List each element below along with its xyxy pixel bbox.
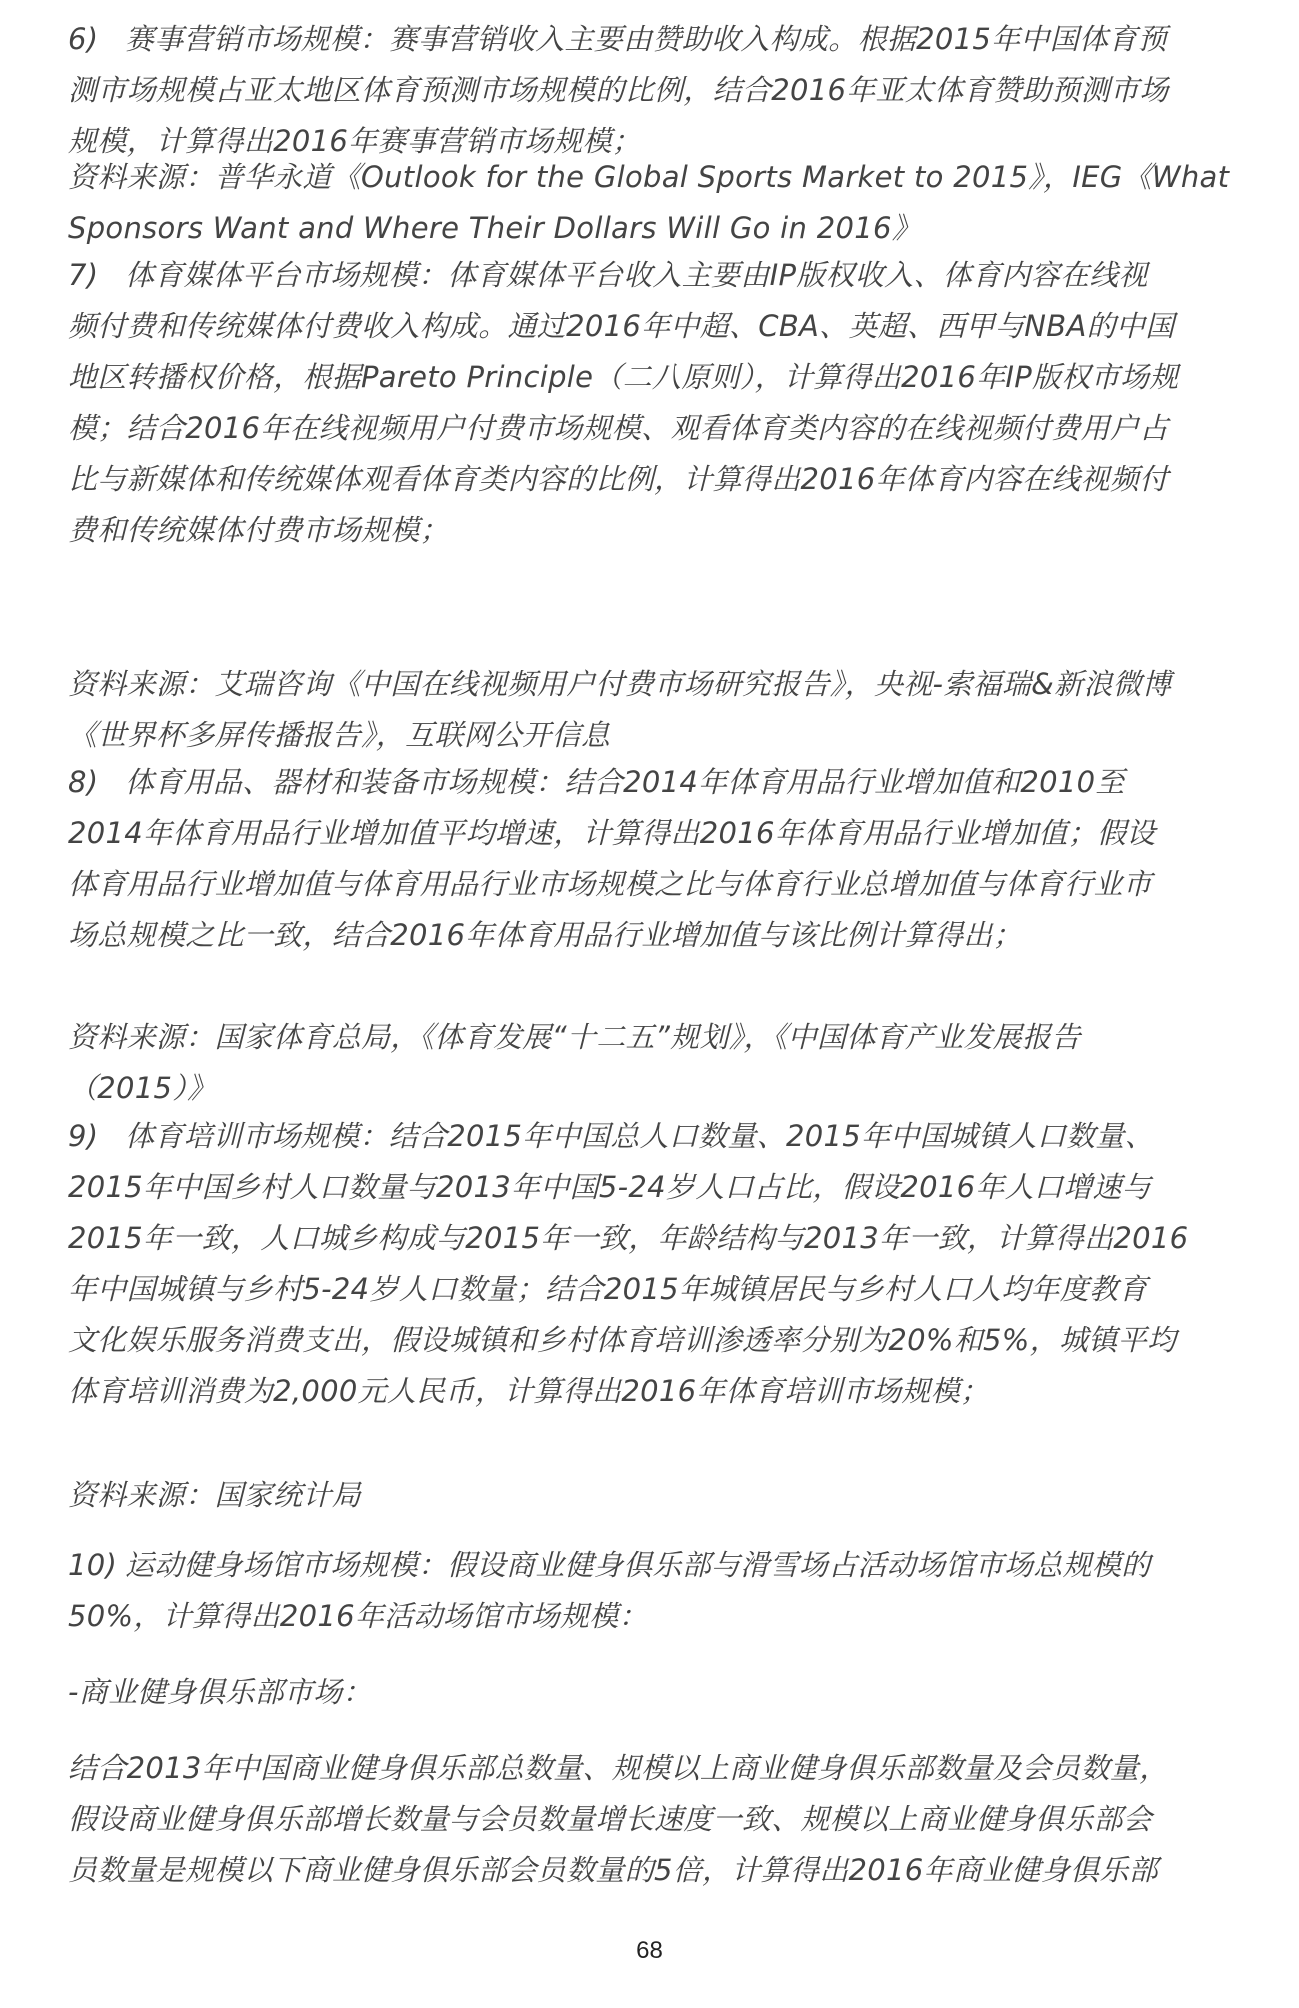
- tail-paragraph: [68, 1743, 1228, 1896]
- item-9-source: [68, 1470, 1228, 1521]
- paragraph-line: 体育用品行业增加值与体育用品行业市场规模之比与体育行业总增加值与体育行业市: [68, 867, 1153, 901]
- item-8-source: [68, 1012, 1228, 1114]
- source-line: 资料来源：国家体育总局，《体育发展“十二五”规划》，《中国体育产业发展报告: [68, 1020, 1081, 1054]
- paragraph-line: 模；结合2016年在线视频用户付费市场规模、观看体育类内容的在线视频付费用户占: [68, 411, 1169, 445]
- item-10-paragraph: [68, 1540, 1228, 1642]
- subheading-text: -商业健身俱乐部市场：: [68, 1675, 372, 1709]
- item-number: 6): [68, 22, 99, 56]
- item-7-source: [68, 659, 1228, 761]
- paragraph-line: 赛事营销市场规模：赛事营销收入主要由赞助收入构成。根据2015年中国体育预: [125, 22, 1167, 56]
- item-8-paragraph: [68, 757, 1228, 961]
- paragraph-line: 规模，计算得出2016年赛事营销市场规模；: [68, 124, 642, 158]
- paragraph-line: 员数量是规模以下商业健身俱乐部会员数量的5倍，计算得出2016年商业健身俱乐部: [68, 1853, 1158, 1887]
- item-7-paragraph: [68, 250, 1228, 556]
- paragraph-line: 2015年中国乡村人口数量与2013年中国5-24岁人口占比，假设2016年人口增速与: [68, 1170, 1152, 1204]
- source-line: Sponsors Want and Where Their Dollars Will Go in 2016》: [68, 211, 922, 245]
- paragraph-line: 地区转播权价格，根据Pareto Principle（二八原则），计算得出2016年IP版权市场规: [68, 360, 1179, 394]
- source-line: 资料来源：国家统计局: [68, 1478, 362, 1512]
- page-number: 68: [636, 1937, 663, 1964]
- paragraph-line: 结合2013年中国商业健身俱乐部总数量、规模以上商业健身俱乐部数量及会员数量，: [68, 1751, 1169, 1785]
- item-number: 7): [68, 258, 99, 292]
- paragraph-line: 文化娱乐服务消费支出，假设城镇和乡村体育培训渗透率分别为20%和5%，城镇平均: [68, 1323, 1177, 1357]
- paragraph-line: 50%，计算得出2016年活动场馆市场规模：: [68, 1599, 648, 1633]
- paragraph-line: 2014年体育用品行业增加值平均增速，计算得出2016年体育用品行业增加值；假设: [68, 816, 1156, 850]
- item-number: 10): [68, 1548, 118, 1582]
- source-line: （2015）》: [68, 1071, 217, 1105]
- item-number: 8): [68, 765, 99, 799]
- paragraph-line: 比与新媒体和传统媒体观看体育类内容的比例，计算得出2016年体育内容在线视频付: [68, 462, 1169, 496]
- paragraph-line: 2015年一致，人口城乡构成与2015年一致，年龄结构与2013年一致，计算得出2016: [68, 1221, 1189, 1255]
- paragraph-line: 体育用品、器材和装备市场规模：结合2014年体育用品行业增加值和2010至: [125, 765, 1125, 799]
- paragraph-line: 体育培训市场规模：结合2015年中国总人口数量、2015年中国城镇人口数量、: [125, 1119, 1155, 1153]
- paragraph-line: 体育媒体平台市场规模：体育媒体平台收入主要由IP版权收入、体育内容在线视: [125, 258, 1148, 292]
- source-line: 资料来源：普华永道《Outlook for the Global Sports Market to 2015》，IEG《What: [68, 160, 1230, 194]
- paragraph-line: 频付费和传统媒体付费收入构成。通过2016年中超、CBA、英超、西甲与NBA的中国: [68, 309, 1175, 343]
- paragraph-line: 运动健身场馆市场规模：假设商业健身俱乐部与滑雪场占活动场馆市场总规模的: [125, 1548, 1151, 1582]
- paragraph-line: 场总规模之比一致，结合2016年体育用品行业增加值与该比例计算得出；: [68, 918, 1023, 952]
- item-9-paragraph: [68, 1111, 1228, 1417]
- paragraph-line: 年中国城镇与乡村5-24岁人口数量；结合2015年城镇居民与乡村人口人均年度教育: [68, 1272, 1148, 1306]
- source-line: 《世界杯多屏传播报告》，互联网公开信息: [68, 718, 611, 752]
- paragraph-line: 测市场规模占亚太地区体育预测市场规模的比例，结合2016年亚太体育赞助预测市场: [68, 73, 1169, 107]
- item-number: 9): [68, 1119, 99, 1153]
- item-6-source: [68, 152, 1228, 254]
- paragraph-line: 假设商业健身俱乐部增长数量与会员数量增长速度一致、规模以上商业健身俱乐部会: [68, 1802, 1153, 1836]
- subheading: [68, 1667, 1228, 1718]
- paragraph-line: 费和传统媒体付费市场规模；: [68, 513, 449, 547]
- paragraph-line: 体育培训消费为2,000元人民币，计算得出2016年体育培训市场规模；: [68, 1374, 990, 1408]
- item-6-paragraph: [68, 14, 1228, 167]
- source-line: 资料来源：艾瑞咨询《中国在线视频用户付费市场研究报告》，央视-索福瑞&新浪微博: [68, 667, 1172, 701]
